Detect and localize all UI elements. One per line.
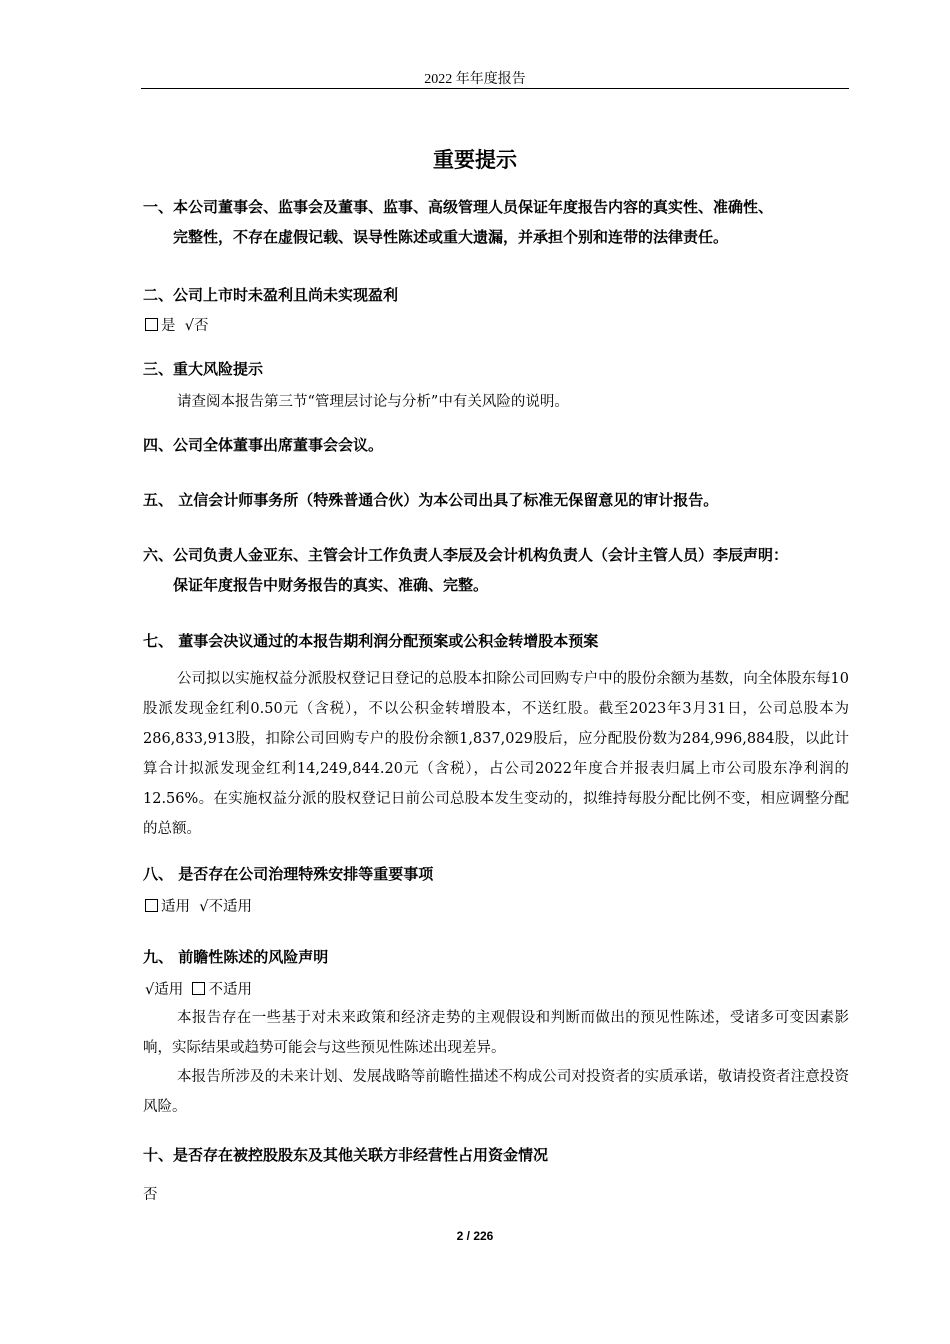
section-1-line2: 完整性，不存在虚假记载、误导性陈述或重大遗漏，并承担个别和连带的法律责任。: [173, 228, 729, 246]
page-title: 重要提示: [433, 148, 517, 172]
checkbox-unchecked-icon: [192, 982, 205, 995]
option-no-label: 否: [193, 318, 209, 334]
section-10-heading: 十、是否存在被控股股东及其他关联方非经营性占用资金情况: [143, 1146, 549, 1164]
section-8-heading: 八、 是否存在公司治理特殊安排等重要事项: [143, 865, 434, 883]
section-7-body: 公司拟以实施权益分派股权登记日登记的总股本扣除公司回购专户中的股份余额为基数，向全体股东每10股派发现金红利0.50元（含税），不以公积金转增股本，不送红股。截至2023年3月31日，公司总股本为286,833,913股，扣除公司回购专户的股份余额1,837,029股后，应分配股份数为284,996,884股，以此计算合计拟派发现金红利14,249,844.20元（含税），占公司2022年度合并报表归属上市公司股东净利润的12.56%。在实施权益分派的股权登记日前公司总股本发生变动的，拟维持每股分配比例不变，相应调整分配的总额。: [143, 671, 849, 837]
section-9-para2: 本报告所涉及的未来计划、发展战略等前瞻性描述不构成公司对投资者的实质承诺，敬请投资者注意投资风险。: [143, 1069, 849, 1115]
checkmark-icon: √: [184, 318, 194, 334]
option-yes-label: 是: [161, 318, 176, 334]
section-7-heading: 七、 董事会决议通过的本报告期利润分配预案或公积金转增股本预案: [143, 632, 599, 650]
option-applicable-label: 适用: [154, 982, 184, 998]
section-2-heading: 二、公司上市时未盈利且尚未实现盈利: [143, 286, 399, 304]
section-4-heading: 四、公司全体董事出席董事会会议。: [143, 436, 384, 454]
header-title: 2022 年年度报告: [424, 72, 526, 87]
section-9-heading: 九、 前瞻性陈述的风险声明: [143, 948, 329, 966]
section-6-heading: [143, 540, 849, 600]
section-3-body: 请查阅本报告第三节“管理层讨论与分析”中有关风险的说明。: [177, 394, 569, 410]
page-number: 2 / 226: [456, 1229, 494, 1243]
section-1-heading: [143, 192, 849, 252]
section-10-body: 否: [143, 1187, 158, 1203]
header-divider: [141, 88, 849, 89]
checkmark-icon: √: [199, 899, 209, 915]
checkbox-unchecked-icon: [145, 899, 158, 912]
section-5-heading: 五、 立信会计师事务所（特殊普通合伙）为本公司出具了标准无保留意见的审计报告。: [143, 491, 719, 509]
checkmark-icon: √: [145, 982, 155, 998]
section-2-options: [145, 311, 208, 341]
section-3-heading: 三、重大风险提示: [143, 360, 264, 378]
section-6-line2: 保证年度报告中财务报告的真实、准确、完整。: [173, 576, 489, 594]
section-6-line1: 六、公司负责人金亚东、主管会计工作负责人李辰及会计机构负责人（会计主管人员）李辰声明：: [143, 546, 789, 564]
section-8-options: [145, 892, 252, 922]
checkbox-unchecked-icon: [145, 318, 158, 331]
option-not-applicable-label: 不适用: [208, 982, 252, 998]
section-9-para1: 本报告存在一些基于对未来政策和经济走势的主观假设和判断而做出的预见性陈述，受诸多可变因素影响，实际结果或趋势可能会与这些预见性陈述出现差异。: [143, 1010, 849, 1056]
option-applicable-label: 适用: [161, 899, 190, 915]
section-1-line1: 一、本公司董事会、监事会及董事、监事、高级管理人员保证年度报告内容的真实性、准确性、: [143, 198, 774, 216]
section-9-options: [145, 975, 252, 1005]
option-not-applicable-label: 不适用: [208, 899, 252, 915]
